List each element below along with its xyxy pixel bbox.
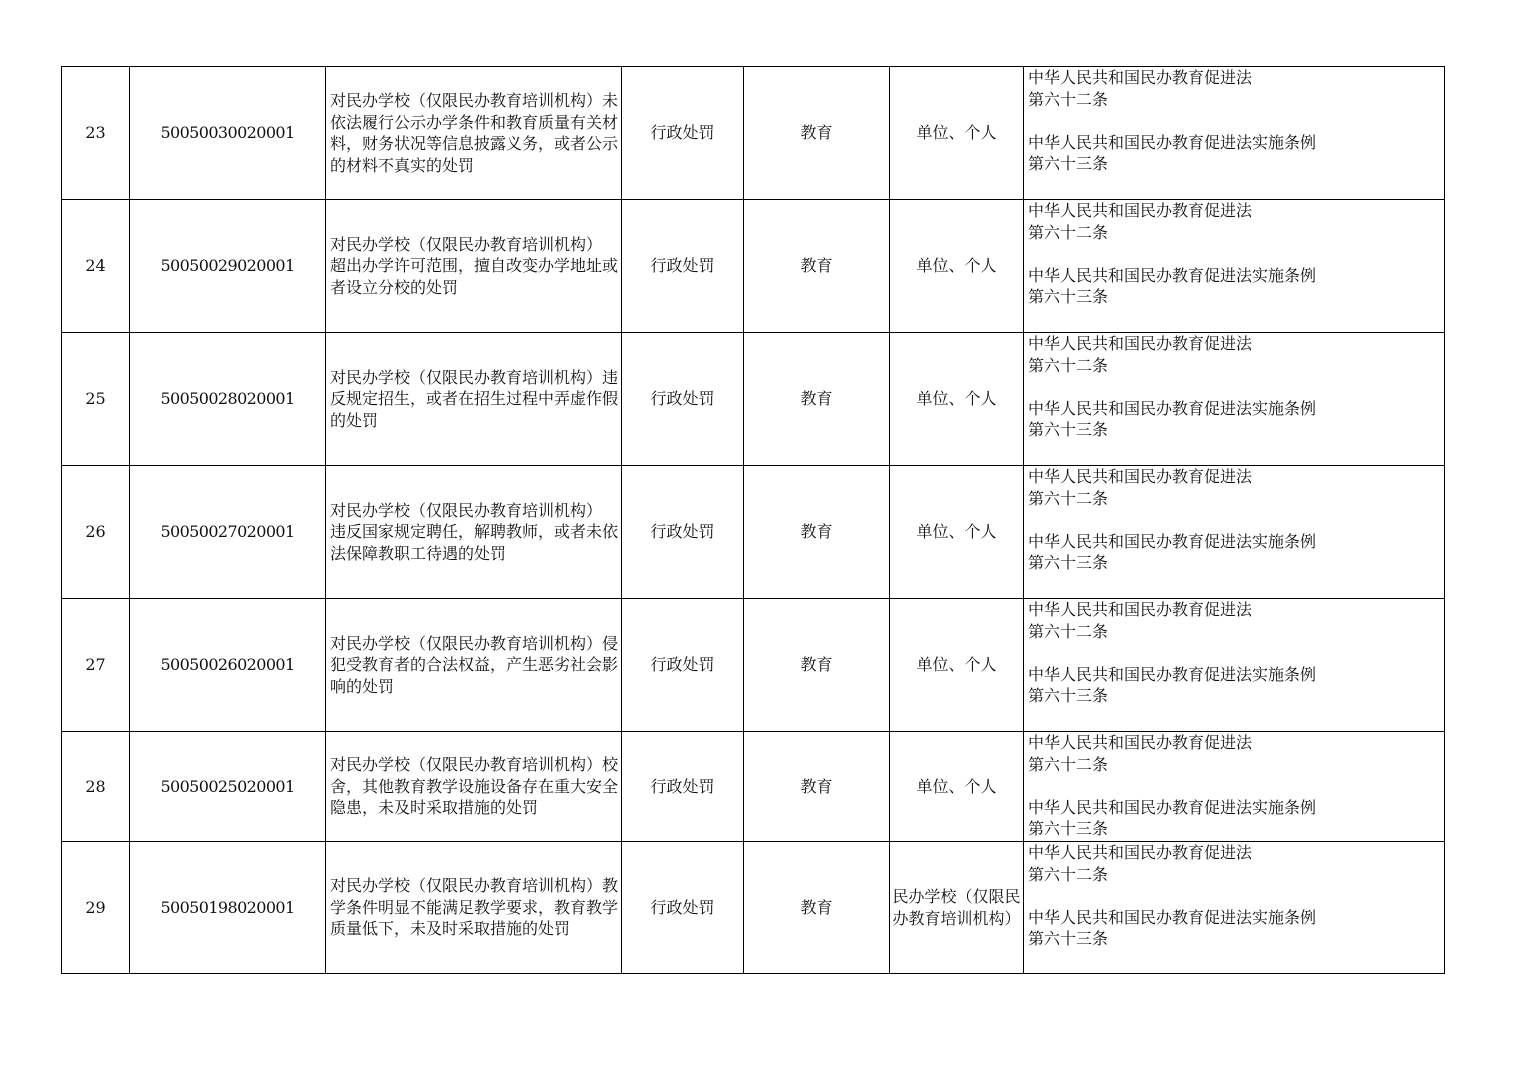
basis-regulation-article: 第六十三条	[1028, 929, 1109, 948]
basis-regulation-article: 第六十三条	[1028, 686, 1109, 705]
item-target: 单位、个人	[890, 200, 1024, 333]
item-category: 教育	[744, 200, 890, 333]
item-description: 对民办学校（仅限民办教育培训机构）违反规定招生，或者在招生过程中弄虚作假的处罚	[326, 333, 622, 466]
item-target: 民办学校（仅限民办教育培训机构）	[890, 842, 1024, 974]
basis-law-name: 中华人民共和国民办教育促进法	[1028, 733, 1253, 752]
basis-regulation-article: 第六十三条	[1028, 287, 1109, 306]
legal-basis	[1024, 599, 1445, 732]
basis-regulation-article: 第六十三条	[1028, 553, 1109, 572]
item-description: 对民办学校（仅限民办教育培训机构）侵犯受教育者的合法权益，产生恶劣社会影响的处罚	[326, 599, 622, 732]
legal-basis	[1024, 842, 1445, 974]
basis-regulation-article: 第六十三条	[1028, 819, 1109, 838]
legal-basis	[1024, 466, 1445, 599]
basis-law-name: 中华人民共和国民办教育促进法	[1028, 334, 1253, 353]
item-target: 单位、个人	[890, 333, 1024, 466]
table-row	[62, 200, 1445, 333]
basis-regulation-article: 第六十三条	[1028, 154, 1109, 173]
basis-law-article: 第六十二条	[1028, 864, 1109, 884]
table-row	[62, 333, 1445, 466]
item-type: 行政处罚	[622, 67, 744, 200]
item-category: 教育	[744, 842, 890, 974]
basis-law-article: 第六十二条	[1028, 754, 1109, 774]
basis-regulation-name: 中华人民共和国民办教育促进法实施条例	[1028, 132, 1317, 152]
table-row	[62, 732, 1445, 842]
item-category: 教育	[744, 466, 890, 599]
table-row	[62, 599, 1445, 732]
item-description: 对民办学校（仅限民办教育培训机构）教学条件明显不能满足教学要求，教育教学质量低下，未及时采取措施的处罚	[326, 842, 622, 974]
item-type: 行政处罚	[622, 732, 744, 842]
item-code: 50050030020001	[130, 67, 326, 200]
basis-law-name: 中华人民共和国民办教育促进法	[1028, 843, 1253, 862]
item-target: 单位、个人	[890, 67, 1024, 200]
basis-law-name: 中华人民共和国民办教育促进法	[1028, 467, 1253, 486]
basis-regulation-name: 中华人民共和国民办教育促进法实施条例	[1028, 398, 1317, 418]
basis-law-name: 中华人民共和国民办教育促进法	[1028, 68, 1253, 87]
item-category: 教育	[744, 67, 890, 200]
item-code: 50050198020001	[130, 842, 326, 974]
basis-law-article: 第六十二条	[1028, 488, 1109, 508]
penalty-items-table	[61, 66, 1445, 974]
item-target: 单位、个人	[890, 599, 1024, 732]
row-number: 23	[62, 67, 130, 200]
row-number: 26	[62, 466, 130, 599]
item-code: 50050027020001	[130, 466, 326, 599]
basis-regulation-name: 中华人民共和国民办教育促进法实施条例	[1028, 907, 1317, 927]
basis-law-name: 中华人民共和国民办教育促进法	[1028, 600, 1253, 619]
item-category: 教育	[744, 732, 890, 842]
item-type: 行政处罚	[622, 599, 744, 732]
item-target: 单位、个人	[890, 466, 1024, 599]
item-code: 50050025020001	[130, 732, 326, 842]
item-description: 对民办学校（仅限民办教育培训机构）未依法履行公示办学条件和教育质量有关材料，财务状况等信息披露义务，或者公示的材料不真实的处罚	[326, 67, 622, 200]
table-row	[62, 67, 1445, 200]
basis-law-article: 第六十二条	[1028, 222, 1109, 242]
basis-regulation-name: 中华人民共和国民办教育促进法实施条例	[1028, 797, 1317, 817]
basis-law-article: 第六十二条	[1028, 355, 1109, 375]
legal-basis	[1024, 333, 1445, 466]
row-number: 28	[62, 732, 130, 842]
basis-regulation-name: 中华人民共和国民办教育促进法实施条例	[1028, 265, 1317, 285]
basis-regulation-name: 中华人民共和国民办教育促进法实施条例	[1028, 664, 1317, 684]
item-type: 行政处罚	[622, 333, 744, 466]
row-number: 27	[62, 599, 130, 732]
row-number: 24	[62, 200, 130, 333]
item-code: 50050028020001	[130, 333, 326, 466]
legal-basis	[1024, 67, 1445, 200]
item-category: 教育	[744, 599, 890, 732]
basis-law-article: 第六十二条	[1028, 621, 1109, 641]
item-code: 50050029020001	[130, 200, 326, 333]
basis-regulation-name: 中华人民共和国民办教育促进法实施条例	[1028, 531, 1317, 551]
basis-regulation-article: 第六十三条	[1028, 420, 1109, 439]
row-number: 29	[62, 842, 130, 974]
item-description: 对民办学校（仅限民办教育培训机构）校舍，其他教育教学设施设备存在重大安全隐患，未及时采取措施的处罚	[326, 732, 622, 842]
item-code: 50050026020001	[130, 599, 326, 732]
item-type: 行政处罚	[622, 466, 744, 599]
table-row	[62, 842, 1445, 974]
item-type: 行政处罚	[622, 200, 744, 333]
item-description: 对民办学校（仅限民办教育培训机构） 违反国家规定聘任，解聘教师，或者未依法保障教职工待遇的处罚	[326, 466, 622, 599]
table-row	[62, 466, 1445, 599]
basis-law-name: 中华人民共和国民办教育促进法	[1028, 201, 1253, 220]
legal-basis	[1024, 732, 1445, 842]
item-description: 对民办学校（仅限民办教育培训机构） 超出办学许可范围，擅自改变办学地址或者设立分校的处罚	[326, 200, 622, 333]
basis-law-article: 第六十二条	[1028, 89, 1109, 109]
item-type: 行政处罚	[622, 842, 744, 974]
item-category: 教育	[744, 333, 890, 466]
legal-basis	[1024, 200, 1445, 333]
item-target: 单位、个人	[890, 732, 1024, 842]
row-number: 25	[62, 333, 130, 466]
